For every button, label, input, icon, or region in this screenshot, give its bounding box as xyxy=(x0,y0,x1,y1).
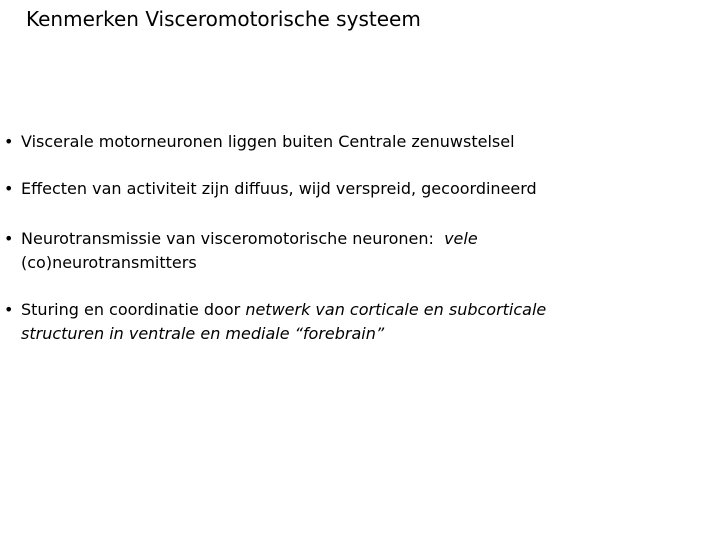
slide-title: Kenmerken Visceromotorische systeem xyxy=(26,7,421,31)
bullet-text: Viscerale motorneuronen liggen buiten Centrale zenuwstelsel xyxy=(21,132,515,151)
bullet-item-4 xyxy=(4,298,546,346)
bullet-emphasis: netwerk van corticale en subcorticale xyxy=(245,300,547,319)
bullet-text: Effecten van activiteit zijn diffuus, wijd verspreid, gecoordineerd xyxy=(21,179,537,198)
bullet-text-continuation: (co)neurotransmitters xyxy=(21,253,197,272)
bullet-emphasis: vele xyxy=(444,229,478,248)
bullet-dot: • xyxy=(4,229,14,248)
bullet-text: Sturing en coordinatie door xyxy=(21,300,246,319)
bullet-dot: • xyxy=(4,132,14,151)
bullet-dot: • xyxy=(4,300,14,319)
bullet-dot: • xyxy=(4,179,14,198)
bullet-item-2 xyxy=(4,177,537,201)
bullet-emphasis-continuation: structuren in ventrale en mediale “forebrain” xyxy=(21,324,385,343)
bullet-text: Neurotransmissie van visceromotorische neuronen: xyxy=(21,229,445,248)
bullet-item-3 xyxy=(4,227,478,275)
bullet-item-1 xyxy=(4,130,515,154)
